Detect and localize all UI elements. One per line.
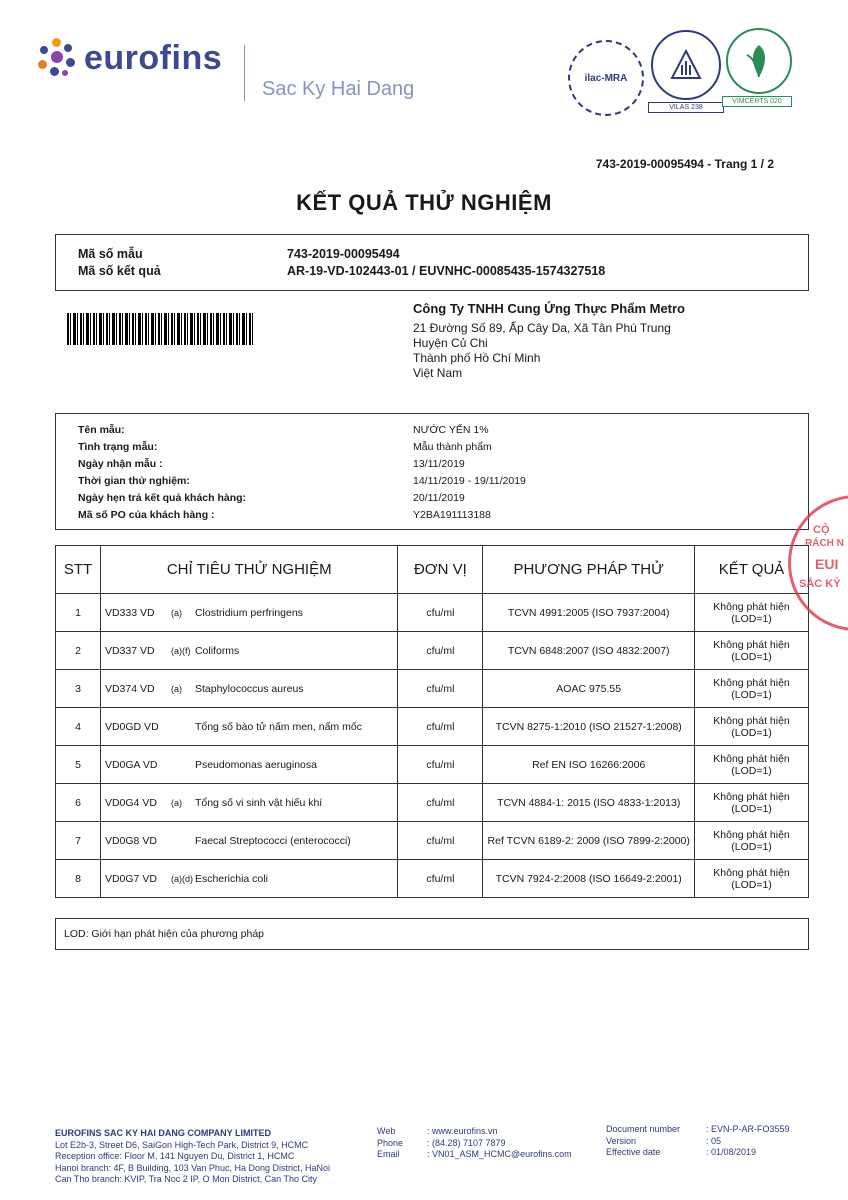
table-row (56, 708, 809, 746)
sample-name-label: Tên mẫu: (78, 424, 125, 436)
logo-dots-icon (38, 38, 78, 78)
footer-doc-meta (606, 1124, 790, 1159)
row-stt: 4 (56, 708, 101, 746)
test-code: VD337 VD (104, 644, 155, 657)
row-unit: cfu/ml (398, 822, 483, 860)
sample-code-value: 743-2019-00095494 (287, 247, 400, 261)
customer-name: Công Ty TNHH Cung Ứng Thực Phẩm Metro (413, 301, 685, 316)
footer-address-line: Hanoi branch: 4F, B Building, 103 Van Phuc, Ha Dong District, HaNoi (55, 1162, 330, 1173)
row-stt: 5 (56, 746, 101, 784)
version-label: Version (606, 1135, 637, 1146)
po-number-value: Y2BA191113188 (413, 509, 491, 521)
row-stt: 2 (56, 632, 101, 670)
customer-address-line: Thành phố Hồ Chí Minh (413, 351, 541, 365)
ilac-seal-text: ilac-MRA (584, 72, 628, 84)
row-test (100, 594, 398, 632)
row-method: Ref TCVN 6189-2: 2009 (ISO 7899-2:2000) (483, 822, 695, 860)
row-result: Không phát hiện (LOD=1) (695, 594, 809, 632)
test-code: VD0GD VD (104, 720, 159, 733)
footer-address-line: Reception office: Floor M, 141 Nguyen Du, District 1, HCMC (55, 1151, 295, 1161)
received-date-value: 13/11/2019 (413, 458, 465, 470)
test-name: Staphylococcus aureus (194, 682, 304, 695)
web-link[interactable]: : www.eurofins.vn (427, 1126, 498, 1136)
footer-address-line: Can Tho branch: KVIP, Tra Noc 2 IP, O Mon District, Can Tho City (55, 1174, 317, 1184)
row-result: Không phát hiện (LOD=1) (695, 670, 809, 708)
customer-address-line: 21 Đường Số 89, Ấp Cây Da, Xã Tân Phú Trung (413, 321, 671, 335)
customer-address-line: Huyện Củ Chi (413, 336, 488, 350)
customer-address-line: Việt Nam (413, 366, 463, 380)
col-header-method: PHƯƠNG PHÁP THỬ (483, 546, 695, 594)
row-unit: cfu/ml (398, 708, 483, 746)
row-stt: 8 (56, 860, 101, 898)
row-unit: cfu/ml (398, 594, 483, 632)
row-test (100, 822, 398, 860)
row-method: TCVN 4884-1: 2015 (ISO 4833-1:2013) (483, 784, 695, 822)
row-result: Không phát hiện (LOD=1) (695, 784, 809, 822)
page-title: KẾT QUẢ THỬ NGHIỆM (296, 190, 552, 215)
lod-note (55, 918, 809, 950)
stamp-text: SẮC KỲ (799, 578, 841, 590)
received-date-label: Ngày nhận mẫu : (78, 458, 163, 470)
table-row (56, 822, 809, 860)
row-unit: cfu/ml (398, 746, 483, 784)
table-row (56, 860, 809, 898)
sample-status-label: Tình trạng mẫu: (78, 441, 158, 453)
sample-status-value: Mẫu thành phẩm (413, 441, 492, 453)
stamp-text: CỘ (813, 524, 830, 536)
test-flag: (a) (170, 607, 182, 618)
bureau-seal-icon (651, 30, 721, 100)
test-flag: (a) (170, 797, 182, 808)
due-date-value: 20/11/2019 (413, 492, 465, 504)
document-reference: 743-2019-00095494 - Trang 1 / 2 (595, 157, 774, 171)
test-flag: (a)(f) (170, 645, 191, 656)
row-method: TCVN 8275-1:2010 (ISO 21527-1:2008) (483, 708, 695, 746)
row-result: Không phát hiện (LOD=1) (695, 632, 809, 670)
test-code: VD333 VD (104, 606, 155, 619)
test-flag: (a) (170, 683, 182, 694)
row-test (100, 860, 398, 898)
row-method: TCVN 4991:2005 (ISO 7937:2004) (483, 594, 695, 632)
due-date-label: Ngày hẹn trả kết quả khách hàng: (78, 492, 247, 504)
test-name: Tổng số vi sinh vật hiếu khí (194, 796, 323, 809)
row-stt: 7 (56, 822, 101, 860)
po-number-label: Mã số PO của khách hàng : (78, 509, 215, 521)
brand-name: eurofins (84, 38, 223, 77)
row-test (100, 784, 398, 822)
footer-company (55, 1128, 330, 1186)
result-code-value: AR-19-VD-102443-01 / EUVNHC-00085435-1574327518 (287, 264, 606, 278)
web-label: Web (377, 1126, 396, 1136)
email-label: Email (377, 1149, 400, 1159)
vilas-label: VILAS 238 (648, 102, 724, 113)
row-unit: cfu/ml (398, 860, 483, 898)
test-code: VD374 VD (104, 682, 155, 695)
email-link[interactable]: : VN01_ASM_HCMC@eurofins.com (427, 1149, 572, 1159)
row-unit: cfu/ml (398, 784, 483, 822)
stamp-text: RÁCH N (805, 538, 844, 549)
col-header-test: CHỈ TIÊU THỬ NGHIỆM (100, 546, 398, 594)
test-flag: (a)(d) (170, 873, 193, 884)
row-result: Không phát hiện (LOD=1) (695, 708, 809, 746)
test-name: Pseudomonas aeruginosa (194, 758, 317, 771)
table-row (56, 632, 809, 670)
eurofins-logo (38, 38, 222, 78)
test-name: Coliforms (194, 644, 240, 657)
row-method: Ref EN ISO 16266:2006 (483, 746, 695, 784)
row-stt: 3 (56, 670, 101, 708)
test-name: Escherichia coli (194, 872, 268, 885)
footer-company-name: EUROFINS SAC KY HAI DANG COMPANY LIMITED (55, 1128, 272, 1138)
table-row (56, 784, 809, 822)
header-divider (244, 45, 245, 101)
doc-number-value: : EVN-P-AR-FO3559 (706, 1124, 790, 1134)
row-method: TCVN 6848:2007 (ISO 4832:2007) (483, 632, 695, 670)
table-row (56, 594, 809, 632)
row-test (100, 746, 398, 784)
ilac-seal-icon (568, 40, 644, 116)
row-method: TCVN 7924-2:2008 (ISO 16649-2:2001) (483, 860, 695, 898)
effective-date-value: : 01/08/2019 (706, 1147, 757, 1157)
vimcerts-seal (722, 28, 792, 116)
results-table (55, 545, 809, 898)
vimcerts-label: VIMCERTS 020 (722, 96, 792, 107)
row-test (100, 670, 398, 708)
test-name: Faecal Streptococci (enterococci) (194, 834, 351, 847)
table-row (56, 670, 809, 708)
stamp-text: EUI (815, 556, 839, 572)
row-unit: cfu/ml (398, 670, 483, 708)
phone-value: : (84.28) 7107 7879 (427, 1137, 506, 1148)
row-stt: 6 (56, 784, 101, 822)
row-unit: cfu/ml (398, 632, 483, 670)
sample-code-label: Mã số mẫu (78, 247, 143, 261)
row-result: Không phát hiện (LOD=1) (695, 746, 809, 784)
sub-brand: Sac Ky Hai Dang (262, 78, 415, 100)
sample-id-box (55, 234, 809, 291)
test-code: VD0G7 VD (104, 872, 157, 885)
customer-block (413, 301, 685, 381)
test-name: Clostridium perfringens (194, 606, 303, 619)
col-header-unit: ĐƠN VỊ (398, 546, 483, 594)
test-period-label: Thời gian thử nghiệm: (78, 475, 190, 487)
vimcerts-seal-icon (726, 28, 792, 94)
row-test (100, 708, 398, 746)
doc-number-label: Document number (606, 1124, 681, 1134)
barcode (67, 313, 253, 345)
effective-date-label: Effective date (606, 1147, 661, 1157)
test-name: Tổng số bào tử nấm men, nấm mốc (194, 720, 362, 733)
sample-name-value: NƯỚC YẾN 1% (413, 424, 489, 436)
test-code: VD0GA VD (104, 758, 158, 771)
row-method: AOAC 975.55 (483, 670, 695, 708)
row-result: Không phát hiện (LOD=1) (695, 822, 809, 860)
table-header-row (56, 546, 809, 594)
test-code: VD0G8 VD (104, 834, 157, 847)
col-header-result: KẾT QUẢ (695, 546, 809, 594)
row-result: Không phát hiện (LOD=1) (695, 860, 809, 898)
table-row (56, 746, 809, 784)
test-code: VD0G4 VD (104, 796, 157, 809)
footer-contacts (377, 1126, 572, 1161)
lod-note-text: LOD: Giới hạn phát hiện của phương pháp (64, 928, 265, 940)
col-header-stt: STT (56, 546, 101, 594)
test-period-value: 14/11/2019 - 19/11/2019 (413, 475, 526, 487)
row-stt: 1 (56, 594, 101, 632)
phone-label: Phone (377, 1137, 404, 1148)
bureau-seal (648, 30, 724, 116)
result-code-label: Mã số kết quả (78, 264, 161, 278)
footer-address-line: Lot E2b-3, Street D6, SaiGon High-Tech Park, District 9, HCMC (55, 1139, 309, 1150)
row-test (100, 632, 398, 670)
version-value: : 05 (706, 1135, 722, 1146)
